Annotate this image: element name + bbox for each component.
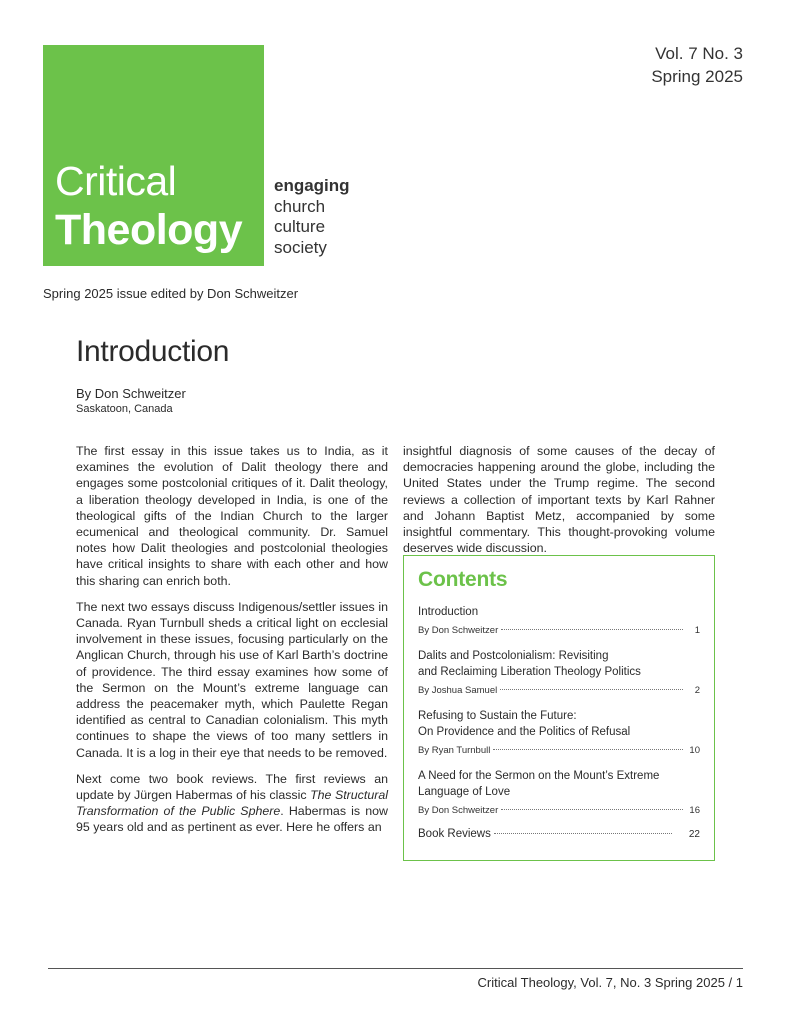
toc-entry-title: A Need for the Sermon on the Mount’s Extreme xyxy=(418,770,660,782)
issue-volume: Vol. 7 No. 3 xyxy=(655,44,743,63)
paragraph: The first essay in this issue takes us to India, as it examines the evolution of Dalit theology there and engages some postcolonial critiques of it. Dalit theology, a liberation theology developed in India, is one of the theological gifts of the Indian Church to the larger ecumenical and theological community. Dr. Samuel notes how Dalit theologies and postcolonial theologies have critical insights to share with each other and how this sharing can enrich both. xyxy=(76,444,388,588)
toc-entry[interactable] xyxy=(418,768,700,816)
toc-entry[interactable] xyxy=(418,648,700,696)
issue-info xyxy=(651,42,743,88)
paragraph-text: . Habermas is now 95 years old and as pertinent as ever. Here he offers an xyxy=(76,804,388,835)
footer-divider xyxy=(48,968,743,969)
toc-entry-title: Dalits and Postcolonialism: Revisiting xyxy=(418,650,609,662)
contents-box xyxy=(403,555,715,861)
article-column-left xyxy=(76,443,388,846)
toc-entry-page: 10 xyxy=(689,745,700,756)
tagline-line: culture xyxy=(274,217,326,236)
toc-entry-author: By Ryan Turnbull xyxy=(418,745,491,756)
edited-by-note: Spring 2025 issue edited by Don Schweitzer xyxy=(43,286,299,301)
article-column-right xyxy=(403,443,715,556)
logo-word-critical: Critical xyxy=(55,158,177,204)
toc-entry-page: 22 xyxy=(688,829,700,840)
tagline-line: church xyxy=(274,196,326,216)
journal-tagline xyxy=(274,176,350,258)
book-title: The Structural Transformation of the Public Sphere xyxy=(76,788,388,819)
paragraph-text: Next come two book reviews. The first reviews an update by Jürgen Habermas of his classic xyxy=(76,771,388,803)
toc-entry-page: 16 xyxy=(689,805,700,816)
toc-entry-page: 1 xyxy=(694,625,700,636)
toc-entry-byline xyxy=(418,625,700,636)
toc-entry-title: Book Reviews xyxy=(418,828,491,840)
toc-entry-title: Language of Love xyxy=(418,786,511,798)
paragraph-continuation: insightful diagnosis of some causes of the decay of democracies happening around the globe, including the United States under the Trump regime. The second reviews a collection of important texts by Karl Rahner and Johann Baptist Metz, accompanied by some insightful commentary. This thought-provoking volume deserves wide discussion. xyxy=(403,444,715,556)
dot-leader xyxy=(493,749,683,750)
paragraph: The next two essays discuss Indigenous/settler issues in Canada. Ryan Turnbull sheds a critical light on ecclesial involvement in these issues, focusing particularly on the Anglican Church, through his use of Karl Barth’s doctrine of providence. The third essay examines how some of the Sermon on the Mount’s extreme language can address the peacemaker myth, which Paulette Regan identified as central to Canadian colonialism. This myth continues to shape the views of too many settlers in Canada. It is a log in their eye that needs to be removed. xyxy=(76,599,388,760)
contents-heading: Contents xyxy=(418,568,508,591)
page-footer: Critical Theology, Vol. 7, No. 3 Spring 2025 / 1 xyxy=(477,975,743,990)
dot-leader xyxy=(494,833,672,834)
journal-logo xyxy=(43,45,264,266)
toc-entry-byline xyxy=(418,805,700,816)
article-byline: By Don Schweitzer xyxy=(76,386,186,401)
toc-entry-byline xyxy=(418,745,700,756)
toc-entry-page: 2 xyxy=(694,685,700,696)
toc-entry-title: Introduction xyxy=(418,606,479,618)
logo-word-theology: Theology xyxy=(55,206,243,254)
dot-leader xyxy=(500,689,683,690)
dot-leader xyxy=(501,629,683,630)
toc-entry-title: and Reclaiming Liberation Theology Politics xyxy=(418,666,641,678)
toc-entry-author: By Don Schweitzer xyxy=(418,805,499,816)
article-title: Introduction xyxy=(76,335,230,368)
tagline-line: society xyxy=(274,237,327,257)
tagline-line: engaging xyxy=(274,176,350,195)
author-location: Saskatoon, Canada xyxy=(76,403,173,415)
toc-entry[interactable] xyxy=(418,708,700,756)
toc-entry-author: By Don Schweitzer xyxy=(418,625,499,636)
dot-leader xyxy=(501,809,683,810)
toc-entry-author: By Joshua Samuel xyxy=(418,685,498,696)
toc-entry-title: Refusing to Sustain the Future: xyxy=(418,710,577,722)
toc-entry-title: On Providence and the Politics of Refusal xyxy=(418,726,631,738)
issue-season: Spring 2025 xyxy=(651,67,743,86)
paragraph xyxy=(76,771,388,836)
toc-entry-book-reviews[interactable] xyxy=(418,828,700,840)
toc-entry[interactable] xyxy=(418,604,700,636)
toc-entry-byline xyxy=(418,685,700,696)
